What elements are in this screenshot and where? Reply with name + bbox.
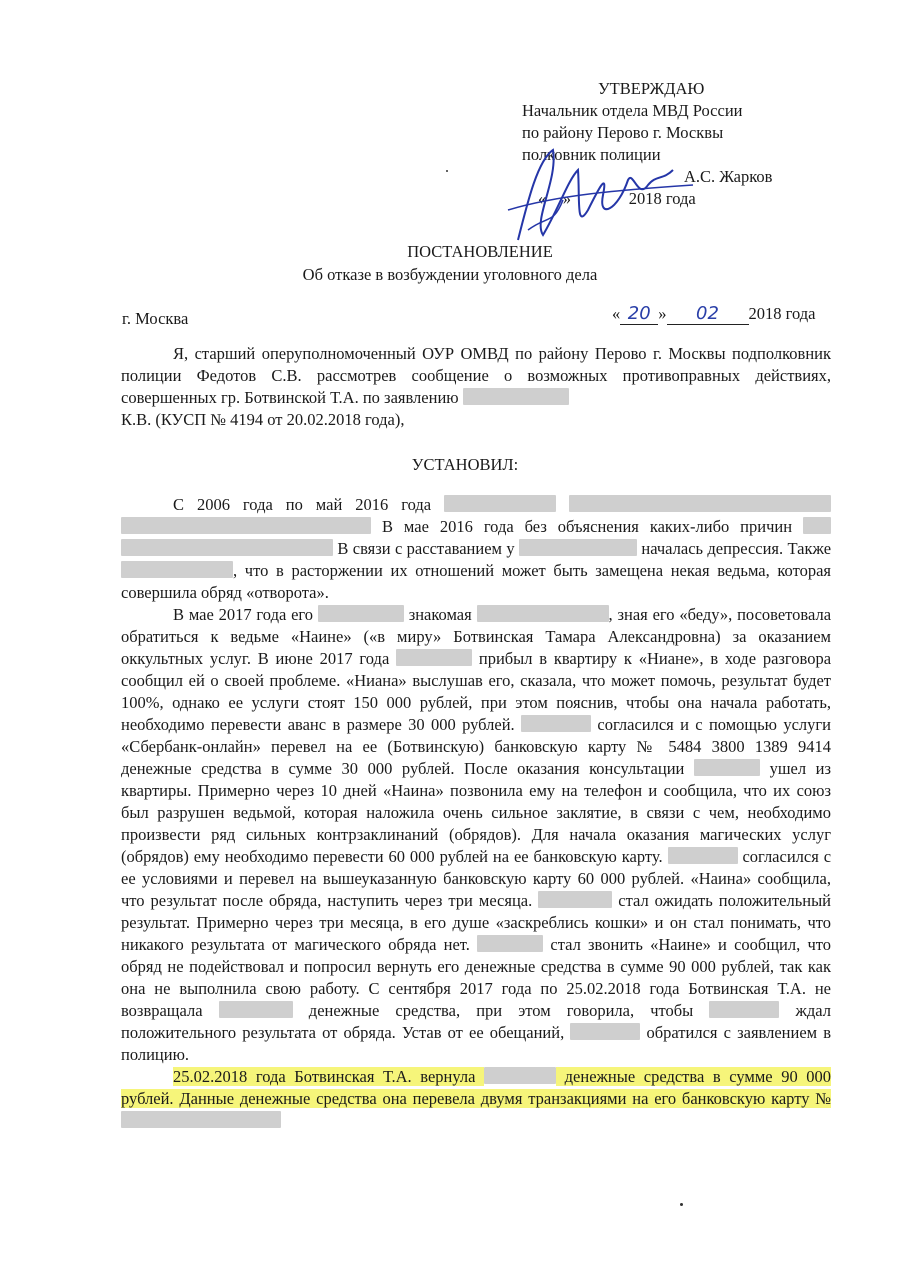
approval-district: по району Перово г. Москвы	[522, 123, 724, 142]
redaction	[121, 517, 371, 534]
redaction	[219, 1001, 293, 1018]
text: согласился и с помощью услуги «Сбербанк-онлайн» перевел на ее (Ботвинскую) банковскую карту № 5484 3800 1389 9414 денежные средства в сумме 30 000 рублей. После оказания консультации	[121, 715, 831, 778]
text: началась депрессия. Также	[641, 539, 832, 558]
redaction	[803, 517, 831, 534]
intro-text: Я, старший оперуполномоченный ОУР ОМВД по району Перово г. Москвы подполковник полиции Федотов С.В. рассмотрев сообщение о возможных противоправных действиях, совершенных гр. Ботвинской Т.А. по заявлению	[121, 344, 831, 407]
date-close-quote: »	[658, 304, 667, 323]
redaction	[538, 891, 612, 908]
place: г. Москва	[122, 309, 189, 328]
redaction	[668, 847, 738, 864]
approval-block	[522, 78, 822, 210]
section-heading: УСТАНОВИЛ:	[411, 455, 519, 474]
redaction	[396, 649, 472, 666]
text: В связи с расставанием у	[337, 539, 515, 558]
text: стал ожидать положительный результат. Примерно через три месяца, в его душе «заскреблись кошки» и он стал понимать, что никакого результата от магического обряда нет.	[121, 891, 831, 954]
doc-title: ПОСТАНОВЛЕНИЕ	[407, 242, 553, 261]
redaction	[477, 935, 543, 952]
date-year: 2018 года	[748, 304, 816, 323]
redaction	[318, 605, 404, 622]
paragraph-1	[121, 494, 831, 604]
redaction	[484, 1067, 556, 1084]
redaction	[519, 539, 637, 556]
redaction	[570, 1023, 640, 1040]
redaction	[463, 388, 569, 405]
redaction	[121, 1111, 281, 1128]
approval-position: Начальник отдела МВД России	[522, 101, 743, 120]
paragraph-3	[121, 1066, 831, 1132]
doc-subtitle: Об отказе в возбуждении уголовного дела	[302, 265, 598, 284]
approval-name: А.С. Жарков	[684, 167, 773, 186]
date-open-quote: «	[612, 304, 621, 323]
text: ждал положительного результата от обряда. Устав от ее обещаний,	[121, 1001, 831, 1042]
date-day: 20	[620, 304, 658, 325]
approval-heading: УТВЕРЖДАЮ	[598, 79, 705, 98]
redaction	[477, 605, 609, 622]
text: согласился с ее условиями и перевел на вышеуказанную банковскую карту 60 000 рублей. «Наина» сообщила, что результат после обряда, наступить через три месяца.	[121, 847, 832, 910]
approval-date: « » 2018 года	[538, 189, 696, 208]
speck	[446, 170, 448, 172]
text: , зная его «беду», посоветовала обратиться к ведьме «Наине» («в миру» Ботвинская Тамара Александровна) за оказанием оккультных услуг. В июне 2017 года	[121, 605, 832, 668]
facts-body	[121, 494, 831, 1132]
text: прибыл в квартиру к «Ниане», в ходе разговора сообщил ей о своей проблеме. «Ниана» выслушав его, сказала, что может помочь, результат будет 100%, однако ее услуги стоят 150 000 рублей, при этом пояснив, чтобы она начала работать, необходимо перевести аванс в размере 30 000 рублей.	[121, 649, 832, 734]
text: стал звонить «Наине» и сообщил, что обряд не подействовал и попросил вернуть его денежные средства в сумме 90 000 рублей, так как она не выполнила свою работу. С сентября 2017 года по 25.02.2018 года Ботвинская Т.А. не возвращала	[121, 935, 831, 1020]
doc-date	[612, 304, 815, 325]
speck	[680, 1203, 683, 1206]
redaction	[521, 715, 591, 732]
text: знакомая	[408, 605, 472, 624]
text: денежные средства, при этом говорила, чтобы	[308, 1001, 694, 1020]
text: В мае 2017 года его	[173, 605, 314, 624]
redaction	[121, 539, 333, 556]
redaction	[569, 495, 831, 512]
text: ушел из квартиры. Примерно через 10 дней «Наина» позвонила ему на телефон и сообщила, что их союз был разрушен ведьмой, которая наложила очень сильное заклятие, в связи с чем, необходимо произвести ряд сильных контрзаклинаний (обрядов). Для начала оказания магических услуг (обрядов) ему необходимо перевести 60 000 рублей на ее банковскую карту.	[121, 759, 832, 866]
redaction	[121, 561, 233, 578]
text: С 2006 года по май 2016 года	[173, 495, 432, 514]
approval-rank: полковник полиции	[522, 145, 661, 164]
text: В мае 2016 года без объяснения каких-либо причин	[381, 517, 793, 536]
date-month: 02	[667, 304, 749, 325]
intro-kusp: К.В. (КУСП № 4194 от 20.02.2018 года),	[121, 410, 405, 429]
highlighted-text: 25.02.2018 года Ботвинская Т.А. вернула	[173, 1067, 476, 1086]
paragraph-2	[121, 604, 831, 1066]
text: , что в расторжении их отношений может быть замещена некая ведьма, которая совершила обряд «отворота».	[121, 561, 831, 602]
redaction	[444, 495, 556, 512]
redaction	[694, 759, 760, 776]
text: обратился с заявлением в полицию.	[121, 1023, 832, 1064]
highlighted-text: денежные средства в сумме 90 000 рублей. Данные денежные средства она перевела двумя транзакциями на его банковскую карту №	[121, 1067, 832, 1108]
redaction	[709, 1001, 779, 1018]
intro-paragraph	[121, 343, 831, 431]
